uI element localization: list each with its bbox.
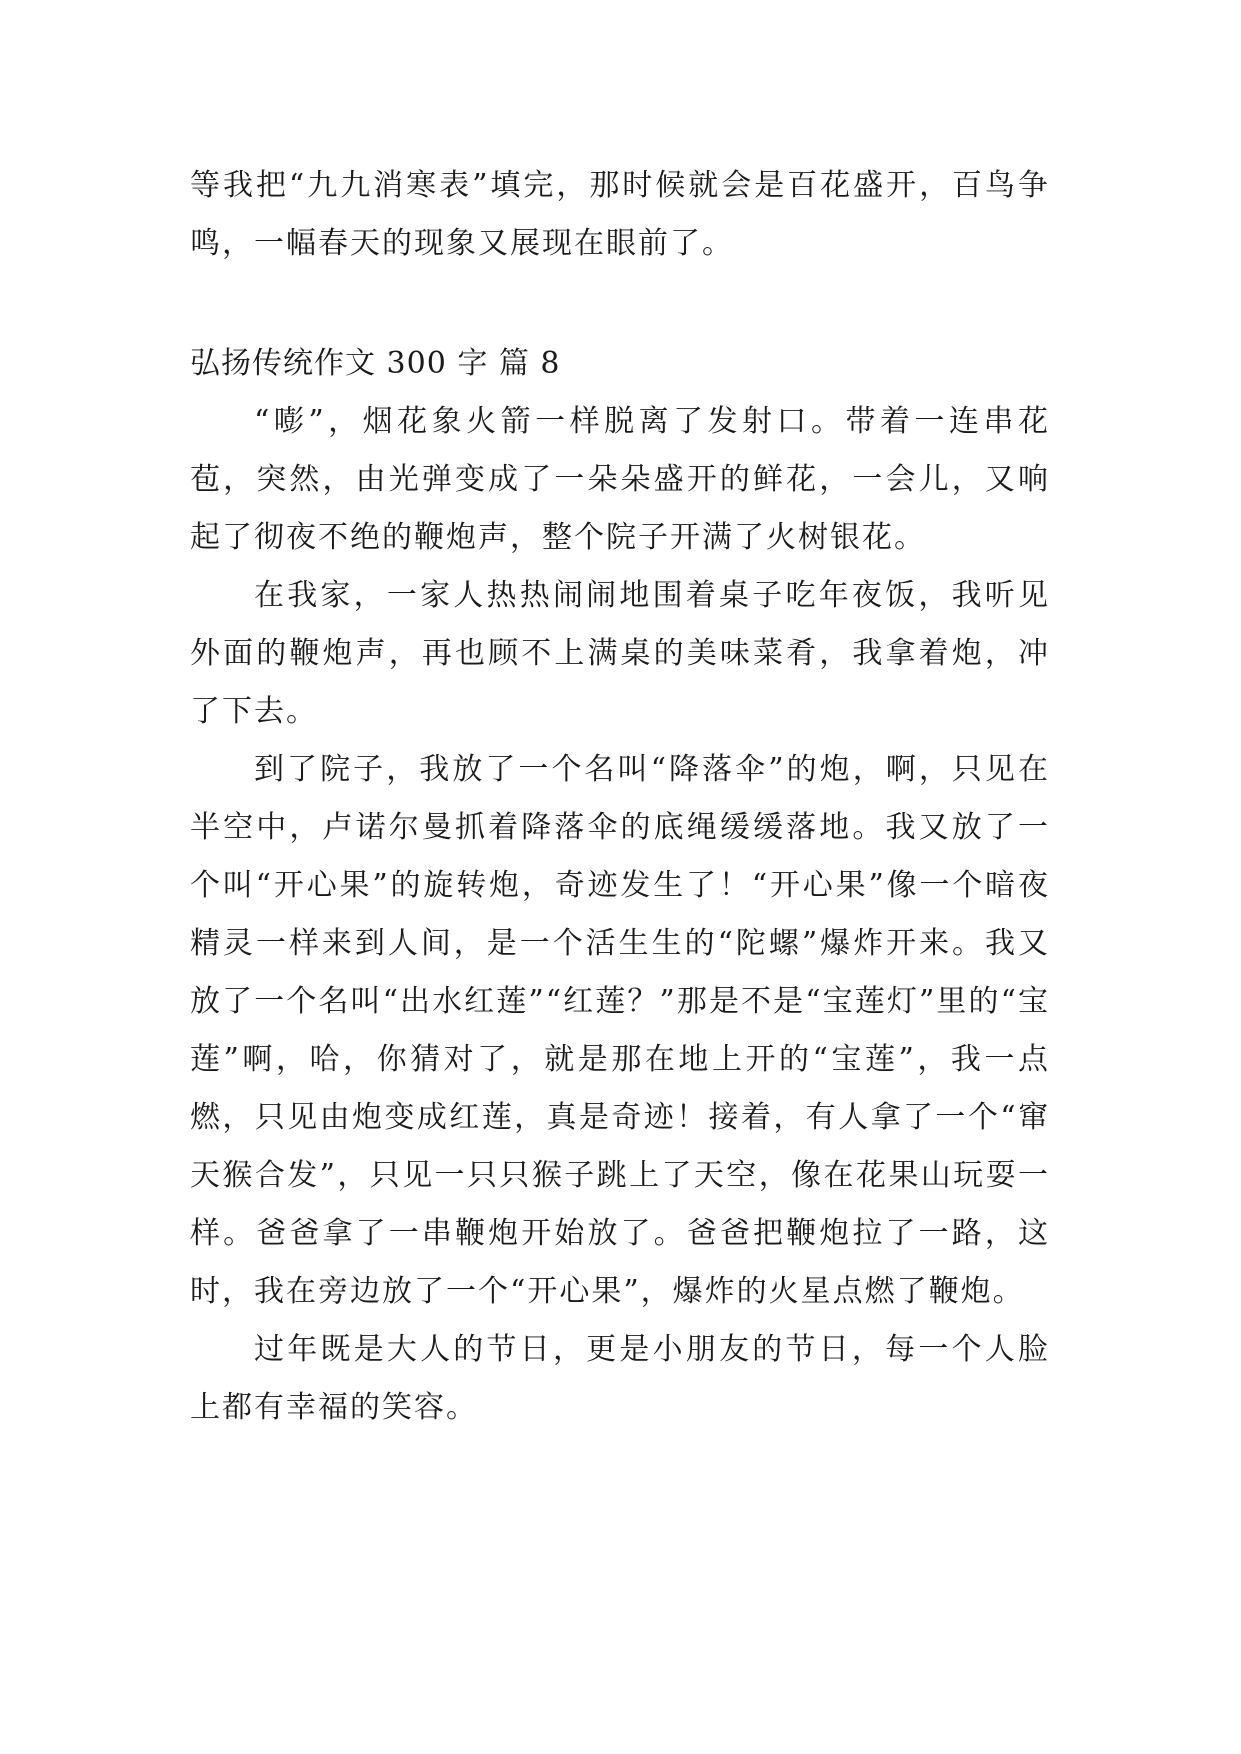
section-title: 弘扬传统作文 300 字 篇 8 [190, 346, 561, 381]
intro-paragraph: 等我把“九九消寒表”填完，那时候就会是百花盛开，百鸟争鸣，一幅春天的现象又展现在眼前了。 [190, 168, 1050, 261]
paragraph-3: 到了院子，我放了一个名叫“降落伞”的炮，啊，只见在半空中，卢诺尔曼抓着降落伞的底绳缓缓落地。我又放了一个叫“开心果”的旋转炮，奇迹发生了！“开心果”像一个暗夜精灵一样来到人间，是一个活生生的“陀螺”爆炸开来。我又放了一个名叫“出水红莲”“红莲？”那是不是“宝莲灯”里的“宝莲”啊，哈，你猜对了，就是那在地上开的“宝莲”，我一点燃，只见由炮变成红莲，真是奇迹！接着，有人拿了一个“窜天猴合发”，只见一只只猴子跳上了天空，像在花果山玩耍一样。爸爸拿了一串鞭炮开始放了。爸爸把鞭炮拉了一路，这时，我在旁边放了一个“开心果”，爆炸的火星点燃了鞭炮。 [190, 752, 1050, 1309]
paragraph-1: “嘭”，烟花象火箭一样脱离了发射口。带着一连串花苞，突然，由光弹变成了一朵朵盛开的鲜花，一会儿，又响起了彻夜不绝的鞭炮声，整个院子开满了火树银花。 [190, 404, 1050, 555]
paragraph-4: 过年既是大人的节日，更是小朋友的节日，每一个人脸上都有幸福的笑容。 [190, 1332, 1050, 1425]
paragraph-2: 在我家，一家人热热闹闹地围着桌子吃年夜饭，我听见外面的鞭炮声，再也顾不上满桌的美味菜肴，我拿着炮，冲了下去。 [190, 578, 1050, 729]
document-body [190, 157, 1050, 1437]
section-spacer [190, 273, 1050, 335]
